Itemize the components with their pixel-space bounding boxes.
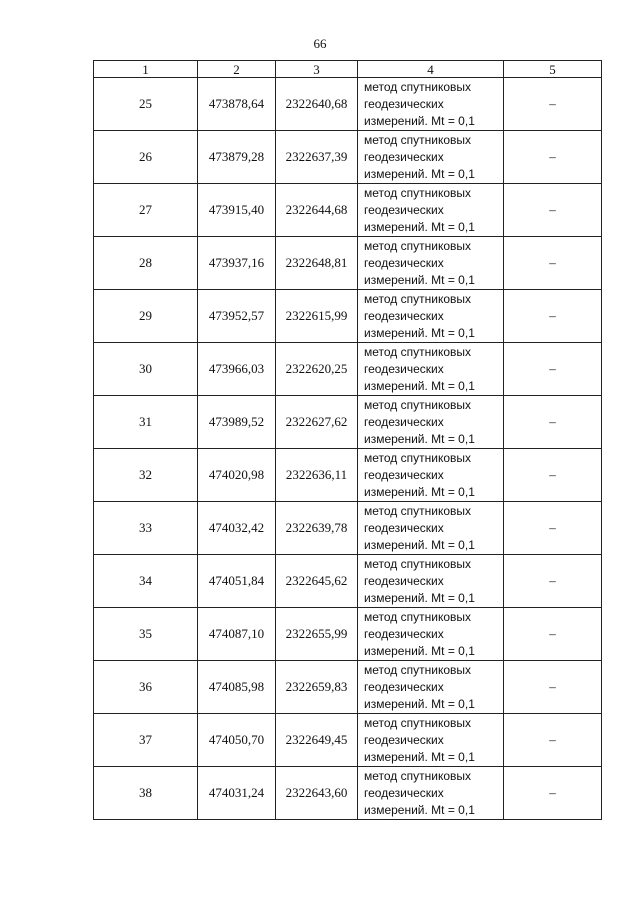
x-coordinate-cell: 473966,03 [198,343,276,396]
table-row [94,449,602,502]
method-line: метод спутниковых [364,238,472,253]
point-number-cell: 25 [94,78,198,131]
column-header: 1 [94,61,198,78]
column-header: 2 [198,61,276,78]
table-row [94,396,602,449]
method-line: измерений. Mt = 0,1 [364,272,475,287]
y-coordinate-cell: 2322615,99 [276,290,358,343]
note-cell: – [504,396,602,449]
method-line: метод спутниковых [364,503,472,518]
note-cell: – [504,661,602,714]
table-row [94,237,602,290]
method-line: измерений. Mt = 0,1 [364,484,475,499]
note-cell: – [504,131,602,184]
table-row [94,714,602,767]
method-description [364,450,503,501]
method-line: метод спутниковых [364,662,472,677]
x-coordinate-cell: 474085,98 [198,661,276,714]
method-line: метод спутниковых [364,132,472,147]
method-line: измерений. Mt = 0,1 [364,802,475,817]
point-number-cell: 27 [94,184,198,237]
table-header-row [94,61,602,78]
note-cell: – [504,78,602,131]
table-row [94,290,602,343]
method-line: геодезических [364,785,444,800]
y-coordinate-cell: 2322645,62 [276,555,358,608]
method-line: геодезических [364,467,444,482]
method-cell [358,290,504,343]
column-header: 3 [276,61,358,78]
method-line: измерений. Mt = 0,1 [364,325,475,340]
method-description [364,344,503,395]
method-description [364,238,503,289]
method-description [364,503,503,554]
table-row [94,184,602,237]
method-cell [358,131,504,184]
point-number-cell: 34 [94,555,198,608]
y-coordinate-cell: 2322640,68 [276,78,358,131]
y-coordinate-cell: 2322648,81 [276,237,358,290]
method-line: измерений. Mt = 0,1 [364,378,475,393]
y-coordinate-cell: 2322627,62 [276,396,358,449]
method-line: геодезических [364,573,444,588]
method-line: метод спутниковых [364,185,472,200]
page-number: 66 [313,36,327,51]
method-line: геодезических [364,96,444,111]
x-coordinate-cell: 474051,84 [198,555,276,608]
method-line: метод спутниковых [364,450,472,465]
table-row [94,78,602,131]
y-coordinate-cell: 2322636,11 [276,449,358,502]
table-row [94,343,602,396]
note-cell: – [504,555,602,608]
method-cell [358,767,504,820]
note-cell: – [504,343,602,396]
method-description [364,662,503,713]
method-line: измерений. Mt = 0,1 [364,219,475,234]
point-number-cell: 37 [94,714,198,767]
method-line: измерений. Mt = 0,1 [364,643,475,658]
y-coordinate-cell: 2322643,60 [276,767,358,820]
method-line: метод спутниковых [364,556,472,571]
method-line: измерений. Mt = 0,1 [364,590,475,605]
method-cell [358,661,504,714]
method-line: геодезических [364,202,444,217]
method-cell [358,502,504,555]
method-cell [358,608,504,661]
method-description [364,556,503,607]
x-coordinate-cell: 473937,16 [198,237,276,290]
point-number-cell: 35 [94,608,198,661]
x-coordinate-cell: 474031,24 [198,767,276,820]
point-number-cell: 26 [94,131,198,184]
method-description [364,132,503,183]
point-number-cell: 36 [94,661,198,714]
x-coordinate-cell: 474020,98 [198,449,276,502]
method-line: метод спутниковых [364,715,472,730]
y-coordinate-cell: 2322649,45 [276,714,358,767]
method-line: геодезических [364,414,444,429]
method-line: измерений. Mt = 0,1 [364,113,475,128]
method-line: метод спутниковых [364,79,472,94]
method-description [364,79,503,130]
table-row [94,661,602,714]
note-cell: – [504,767,602,820]
x-coordinate-cell: 474032,42 [198,502,276,555]
method-description [364,768,503,819]
note-cell: – [504,502,602,555]
x-coordinate-cell: 473878,64 [198,78,276,131]
method-cell [358,449,504,502]
method-line: геодезических [364,520,444,535]
point-number-cell: 31 [94,396,198,449]
table-row [94,502,602,555]
point-number-cell: 29 [94,290,198,343]
x-coordinate-cell: 473952,57 [198,290,276,343]
table-row [94,555,602,608]
method-cell [358,184,504,237]
method-line: метод спутниковых [364,768,472,783]
method-line: геодезических [364,626,444,641]
method-cell [358,343,504,396]
table-body [94,78,602,820]
note-cell: – [504,184,602,237]
method-description [364,291,503,342]
method-cell [358,78,504,131]
note-cell: – [504,714,602,767]
method-line: метод спутниковых [364,397,472,412]
note-cell: – [504,290,602,343]
column-header: 5 [504,61,602,78]
method-line: геодезических [364,361,444,376]
method-line: метод спутниковых [364,291,472,306]
y-coordinate-cell: 2322637,39 [276,131,358,184]
method-line: метод спутниковых [364,609,472,624]
method-line: геодезических [364,732,444,747]
column-header: 4 [358,61,504,78]
method-line: измерений. Mt = 0,1 [364,431,475,446]
method-line: геодезических [364,149,444,164]
method-line: измерений. Mt = 0,1 [364,537,475,552]
method-cell [358,237,504,290]
y-coordinate-cell: 2322644,68 [276,184,358,237]
method-line: геодезических [364,255,444,270]
y-coordinate-cell: 2322659,83 [276,661,358,714]
method-cell [358,555,504,608]
y-coordinate-cell: 2322620,25 [276,343,358,396]
method-cell [358,396,504,449]
method-line: геодезических [364,679,444,694]
table-row [94,608,602,661]
x-coordinate-cell: 473879,28 [198,131,276,184]
x-coordinate-cell: 473915,40 [198,184,276,237]
x-coordinate-cell: 473989,52 [198,396,276,449]
method-line: геодезических [364,308,444,323]
method-line: измерений. Mt = 0,1 [364,749,475,764]
y-coordinate-cell: 2322639,78 [276,502,358,555]
point-number-cell: 32 [94,449,198,502]
coordinates-table [93,60,602,820]
table-row [94,131,602,184]
x-coordinate-cell: 474087,10 [198,608,276,661]
x-coordinate-cell: 474050,70 [198,714,276,767]
point-number-cell: 28 [94,237,198,290]
note-cell: – [504,608,602,661]
method-line: измерений. Mt = 0,1 [364,696,475,711]
note-cell: – [504,449,602,502]
method-cell [358,714,504,767]
method-description [364,609,503,660]
method-description [364,715,503,766]
note-cell: – [504,237,602,290]
table-row [94,767,602,820]
method-description [364,185,503,236]
method-line: метод спутниковых [364,344,472,359]
method-line: измерений. Mt = 0,1 [364,166,475,181]
y-coordinate-cell: 2322655,99 [276,608,358,661]
point-number-cell: 33 [94,502,198,555]
point-number-cell: 30 [94,343,198,396]
method-description [364,397,503,448]
point-number-cell: 38 [94,767,198,820]
